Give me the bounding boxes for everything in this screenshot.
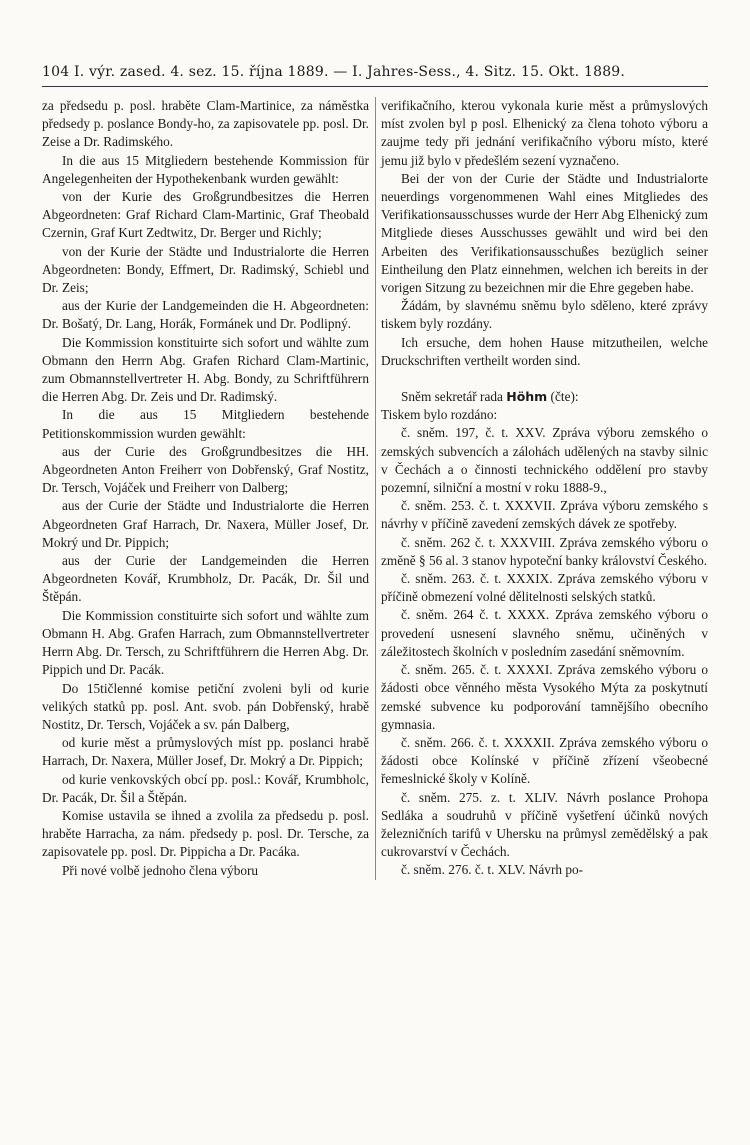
print-item: č. sněm. 197, č. t. XXV. Zpráva výboru zemského o zemských subvencích a zálohách udělených na stavby silnic v Čechách a o činnosti technického oddělení pro stavby pozemní, silniční a mostní v roku 1888-9., bbox=[381, 425, 708, 496]
print-item: č. sněm. 276. č. t. XLV. Návrh po- bbox=[401, 862, 584, 878]
print-item: č. sněm. 275. z. t. XLIV. Návrh poslance Prohopa Sedláka a soudruhů v příčině vyšetření účinků nových železničních tarifů v Uhersku na průmysl zemědělský a pak cukrovarství v Čechách. bbox=[381, 789, 708, 860]
paragraph: Ich ersuche, dem hohen Hause mitzutheilen, welche Druckschriften vertheilt worden sind. bbox=[381, 334, 708, 368]
print-item: č. sněm. 262 č. t. XXXVIII. Zpráva zemského výboru o změně § 56 al. 3 stanov hypoteční banky království Českého. bbox=[381, 534, 708, 568]
print-item: č. sněm. 253. č. t. XXXVII. Zpráva výboru zemského s návrhy v příčině zavedení zemských dávek ze spotřeby. bbox=[381, 498, 708, 532]
secretary-line bbox=[381, 388, 708, 406]
paragraph: In die aus 15 Mitgliedern bestehende Kommission für Angelegenheiten der Hypothekenbank wurden gewählt: bbox=[42, 152, 369, 186]
paragraph: Do 15tičlenné komise petiční zvoleni byli od kurie velikých statků pp. posl. Ant. svob. pán Dobřenský, hrabě Nostitz, Dr. Tersch, Vojáček a sv. pán Dalberg, bbox=[42, 680, 369, 732]
paragraph: von der Kurie der Städte und Industrialorte die Herren Abgeordneten: Bondy, Effmert, Dr. Radimský, Schiebl und Dr. Zeis; bbox=[42, 243, 369, 296]
paragraph: aus der Curie der Städte und Industrialorte die Herren Abgeordneten Graf Harrach, Dr. Naxera, Müller Josef, Dr. Mokrý und Dr. Pippich; bbox=[42, 498, 369, 550]
print-item: č. sněm. 266. č. t. XXXXII. Zpráva zemského výboru o žádosti obce Kolínské v příčině zřízení všeobecné řemeslnické školy v Kolíně. bbox=[381, 734, 708, 787]
paragraph: od kurie venkovských obcí pp. posl.: Kovář, Krumbholc, Dr. Pacák, Dr. Šil a Štěpán. bbox=[42, 771, 369, 805]
left-column bbox=[42, 97, 376, 880]
paragraph: verifikačního, kterou vykonala kurie měst a průmyslových míst zvolen byl p posl. Elhenický za člena tohoto výboru a zaujme tedy při jednání verifikačního výboru místo, které jemu již bylo v předešlém sezení vyznačeno. bbox=[381, 98, 708, 168]
right-column bbox=[377, 97, 708, 880]
paragraph: Žádám, by slavnému sněmu bylo sděleno, které zprávy tiskem byly rozdány. bbox=[381, 298, 708, 332]
print-item: č. sněm. 264 č. t. XXXX. Zpráva zemského výboru o provedení usnesení slavného sněmu, učiněných v záležitostech školních v posledním zasedání sněmovním. bbox=[381, 607, 708, 659]
header-rule bbox=[42, 86, 708, 87]
distributed-heading: Tiskem bylo rozdáno: bbox=[381, 407, 498, 423]
paragraph: In die aus 15 Mitgliedern bestehende Petitionskommission wurden gewählt: bbox=[42, 407, 369, 441]
paragraph: Bei der von der Curie der Städte und Industrialorte neuerdings vorgenommenen Wahl eines Mitgliedes des Verifikationsausschusses wurde der Herr Abg Elhenický zum Mitgliede dieses Ausschusses gewählt und wird bei den Arbeiten des Verifikationsausschußes bezüglich seiner Eintheilung den Platz einnehmen, welchen ich bereits in der vorigen Sitzung zu bezeichnen mir die Ehre gegeben habe. bbox=[381, 170, 708, 296]
page-header: 104 I. výr. zased. 4. sez. 15. října 1889. — I. Jahres-Sess., 4. Sitz. 15. Okt. 1889. bbox=[42, 64, 626, 80]
paragraph: Die Kommission constituirte sich sofort und wählte zum Obmann H. Abg. Grafen Harrach, zum Obmannstellvertreter Herrn Abg. Dr. Tersch, zu Schriftführern die Herren Abg. Dr. Pippich und Dr. Pacák. bbox=[42, 607, 369, 678]
paragraph: Komise ustavila se ihned a zvolila za předsedu p. posl. hraběte Harracha, za nám. předsedy p. posl. Dr. Tersche, za zapisovatele pp. posl. Dr. Pippicha a Dr. Pacáka. bbox=[42, 807, 369, 860]
paragraph: von der Kurie des Großgrundbesitzes die Herren Abgeordneten: Graf Richard Clam-Martinic, Graf Theobald Czernin, Graf Kurt Zedtwitz, Dr. Berger und Richly; bbox=[42, 189, 369, 241]
paragraph: aus der Curie der Landgemeinden die Herren Abgeordneten Kovář, Krumbholz, Dr. Pacák, Dr. Šil und Štěpán. bbox=[42, 553, 369, 605]
secretary-name: Höhm bbox=[506, 389, 548, 405]
text-columns bbox=[42, 97, 708, 880]
paragraph: od kurie měst a průmyslových míst pp. poslanci hrabě Harrach, Dr. Naxera, Müller Josef, Dr. Mokrý a Dr. Pippich; bbox=[42, 735, 369, 769]
paragraph: aus der Curie des Großgrundbesitzes die HH. Abgeordneten Anton Freiherr von Dobřenský, Graf Nostitz, Dr. Tersch, Vojáček und Freiherr von Dalberg; bbox=[42, 443, 369, 496]
paragraph: Při nové volbě jednoho člena výboru bbox=[62, 862, 259, 878]
paragraph: aus der Kurie der Landgemeinden die H. Abgeordneten: Dr. Bošatý, Dr. Lang, Horák, Formánek und Dr. Podlipný. bbox=[42, 298, 369, 332]
secretary-suffix: (čte): bbox=[550, 389, 579, 405]
paragraph: Die Kommission konstituirte sich sofort und wählte zum Obmann den Herrn Abg. Grafen Richard Clam-Martinic, zum Obmannstellvertreter H. Abg. Bondy, zu Schriftführern die Herren Abg. Dr. Zeis und Dr. Radimský. bbox=[42, 334, 369, 405]
secretary-prefix: Sněm sekretář rada bbox=[401, 389, 503, 405]
paragraph: za předsedu p. posl. hraběte Clam-Martinice, za náměstka předsedy p. poslance Bondy-ho, za zapisovatele pp. posl. Dr. Zeise a Dr. Radimského. bbox=[42, 98, 369, 150]
print-item: č. sněm. 263. č. t. XXXIX. Zpráva zemského výboru v příčině obmezení volné dělitelnosti selských statků. bbox=[381, 571, 708, 605]
print-item: č. sněm. 265. č. t. XXXXI. Zpráva zemského výboru o žádosti obce věnného města Vysokého Mýta za poskytnutí zemské subvence ku podporování tamnějšího obecního gymnasia. bbox=[381, 662, 708, 732]
